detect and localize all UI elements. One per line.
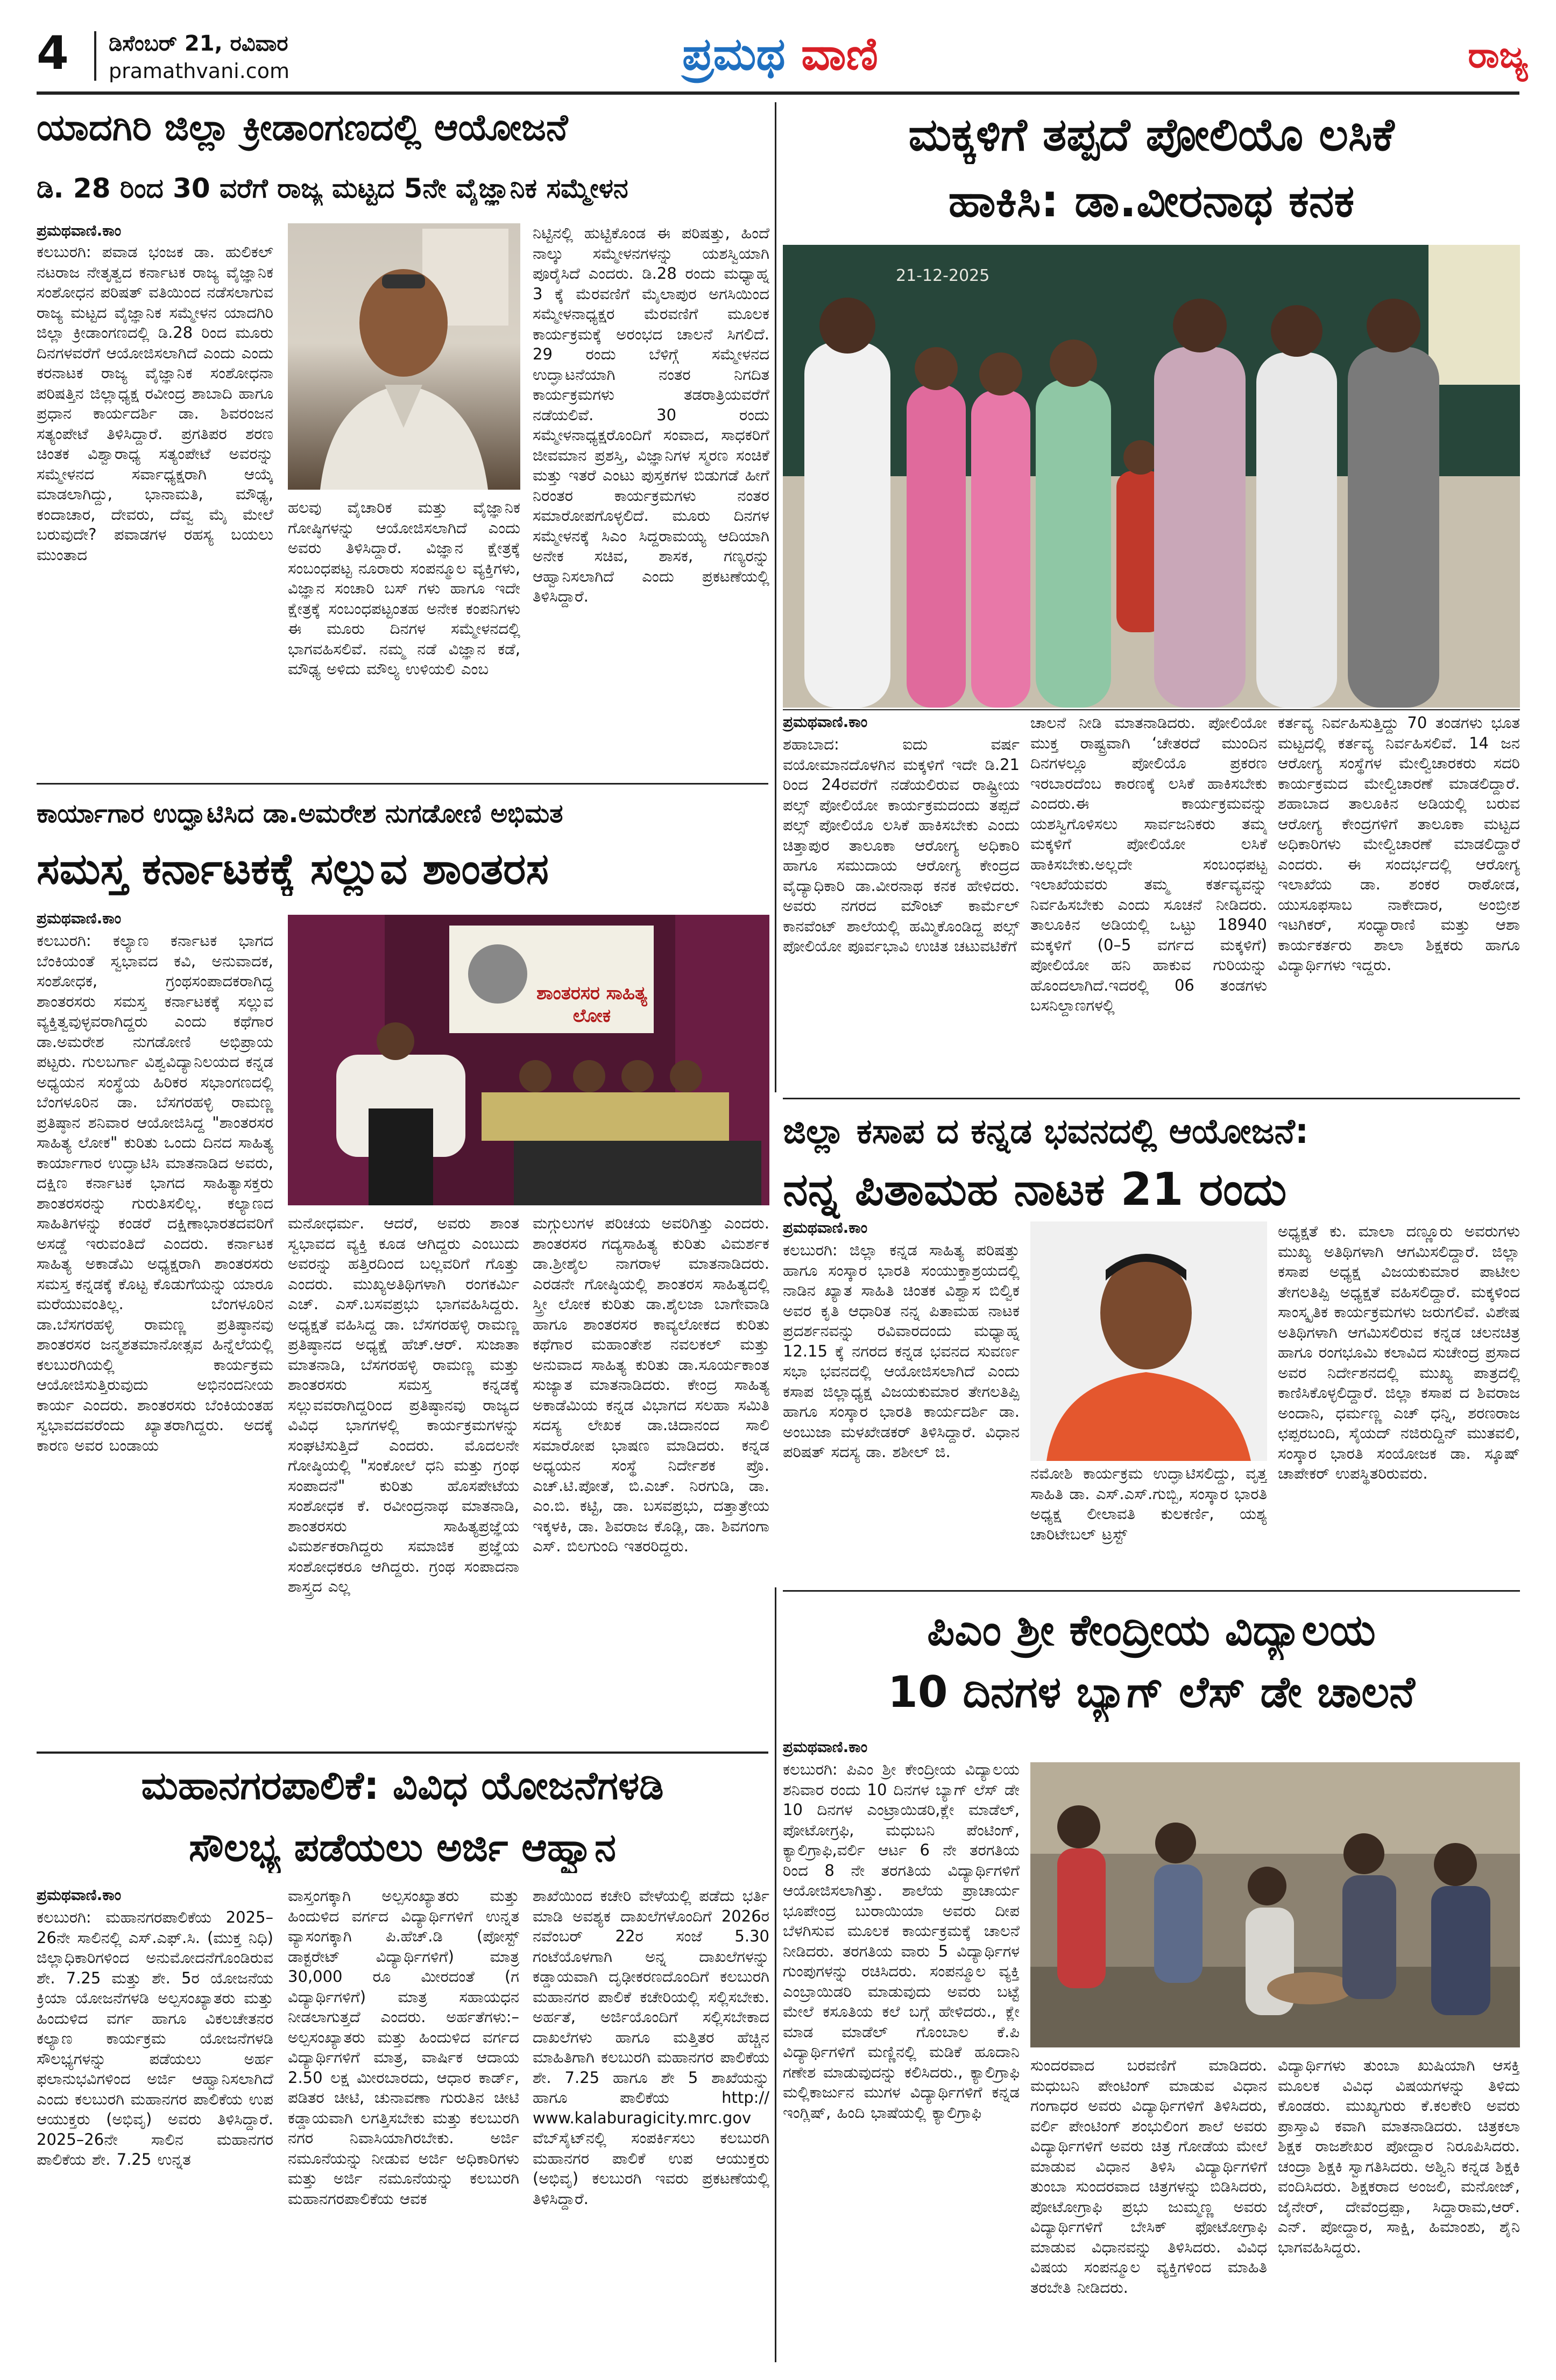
logo-word-1: ಪ್ರಮಥ — [682, 27, 786, 80]
article1-column-1: ಕಲಬುರಗಿ: ಪವಾಡ ಭಂಜಕ ಡಾ. ಹುಲಿಕಲ್ ನಟರಾಜ ನೇತೃತ್ವದ ಕರ್ನಾಟಕ ರಾಜ್ಯ ವೈಜ್ಞಾನಿಕ ಸಂಶೋಧನ ಪರಿಷತ್ ವತಿಯಿಂದ ನಡೆಸಲಾಗುವ ರಾಜ್ಯ ಮಟ್ಟದ ವೈಜ್ಞಾನಿಕ ಸಮ್ಮೇಳನ ಯಾದಗಿರಿ ಜಿಲ್ಲಾ ಕ್ರೀಡಾಂಗಣದಲ್ಲಿ ಡಿ.28 ರಿಂದ ಮೂರು ದಿನಗಳವರೆಗೆ ಆಯೋಜಿಸಲಾಗಿದೆ ಎಂದು ಎಂದು ಕರನಾಟಕ ರಾಜ್ಯ ವೈಜ್ಞಾನಿಕ ಸಂಶೋಧನಾ ಪರಿಷತ್ತಿನ ಜಿಲ್ಲಾಧ್ಯಕ್ಷ ರವೀಂದ್ರ ಶಾಬಾದಿ ಹಾಗೂ ಪ್ರಧಾನ ಕಾರ್ಯದರ್ಶಿ ಡಾ. ಶಿವರಂಜನ ಸತ್ಯಂಪೇಟೆ ತಿಳಿಸಿದ್ದಾರೆ. ಪ್ರಗತಿಪರ ಶರಣ ಚಿಂತಕ ವಿಶ್ವಾರಾಧ್ಯ ಸತ್ಯಂಪೇಟೆ ಅವರನ್ನು ಸಮ್ಮೇಳನದ ಸರ್ವಾಧ್ಯಕ್ಷರಾಗಿ ಆಯ್ಕೆ ಮಾಡಲಾಗಿದ್ದು, ಭಾನಾಮತಿ, ಮೌಢ್ಯ, ಕಂದಾಚಾರ, ದೇವರು, ದೆವ್ವ ಮೈ ಮೇಲೆ ಬರುವುದೇ? ಪವಾಡಗಳ ರಹಸ್ಯ ಬಯಲು ಮುಂತಾದ — [37, 243, 273, 564]
article3-title: ಸಮಸ್ತ ಕರ್ನಾಟಕಕ್ಕೆ ಸಲ್ಲುವ ಶಾಂತರಸ — [37, 844, 549, 894]
article5-byline: ಪ್ರಮಥವಾಣಿ.ಕಾಂ — [783, 1738, 868, 1756]
article4-kicker: ಜಿಲ್ಲಾ ಕಸಾಪ ದ ಕನ್ನಡ ಭವನದಲ್ಲಿ ಆಯೋಜನೆ: — [783, 1112, 1309, 1152]
article4-title: ನನ್ನ ಪಿತಾಮಹ ನಾಟಕ 21 ರಂದು — [783, 1163, 1287, 1216]
article4-column-1: ಕಲಬುರಗಿ: ಜಿಲ್ಲಾ ಕನ್ನಡ ಸಾಹಿತ್ಯ ಪರಿಷತ್ತು ಹಾಗೂ ಸಂಸ್ಕಾರ ಭಾರತಿ ಸಂಯುಕ್ತಾಶ್ರಯದಲ್ಲಿ ನಾಡಿನ ಖ್ಯಾತ ಸಾಹಿತಿ ಚಿಂತಕ ವಿಶ್ವಾಸ ಬಿಲ್ವಿಕ ಅವರ ಕೃತಿ ಆಧಾರಿತ ನನ್ನ ಪಿತಾಮಹ ನಾಟಕ ಪ್ರದರ್ಶನವನ್ನು ರವಿವಾರದಂದು ಮಧ್ಯಾಹ್ನ 12.15 ಕ್ಕೆ ನಗರದ ಕನ್ನಡ ಭವನದ ಸುವರ್ಣ ಸಭಾ ಭವನದಲ್ಲಿ ಆಯೋಜಿಸಲಾಗಿದೆ ಎಂದು ಕಸಾಪ ಜಿಲ್ಲಾಧ್ಯಕ್ಷ ವಿಜಯಕುಮಾರ ತೇಗಲತಿಪ್ಪಿ ಹಾಗೂ ಸಂಸ್ಕಾರ ಭಾರತಿ ಕಾರ್ಯದರ್ಶಿ ಡಾ. ಅಂಬುಜಾ ಮಳಖೇಡಕರ್ ತಿಳಿಸಿದ್ದಾರೆ. ವಿಧಾನ ಪರಿಷತ್ ಸದಸ್ಯ ಡಾ. ಶಶೀಲ್ ಜಿ. — [783, 1241, 1020, 1461]
masthead-rule — [37, 91, 1519, 95]
newspaper-logo[interactable] — [630, 27, 931, 81]
section-rule-2 — [37, 1752, 768, 1754]
article1-column-2: ಹಲವು ವೈಚಾರಿಕ ಮತ್ತು ವೈಜ್ಞಾನಿಕ ಗೋಷ್ಠಿಗಳನ್ನು ಆಯೋಜಿಸಲಾಗಿದೆ ಎಂದು ಅವರು ತಿಳಿಸಿದ್ದಾರೆ. ವಿಜ್ಞಾನ ಕ್ಷೇತ್ರಕ್ಕೆ ಸಂಬಂಧಪಟ್ಟ ನೂರಾರು ಸಂಪನ್ಮೂಲ ವ್ಯಕ್ತಿಗಳು, ವಿಜ್ಞಾನ ಸಂಚಾರಿ ಬಸ್ ಗಳು ಹಾಗೂ ಇದೇ ಕ್ಷೇತ್ರಕ್ಕೆ ಸಂಬಂಧಪಟ್ಟಂತಹ ಅನೇಕ ಕಂಪನಿಗಳು ಈ ಮೂರು ದಿನಗಳ ಸಮ್ಮೇಳನದಲ್ಲಿ ಭಾಗವಹಿಸಲಿವೆ. ನಮ್ಮ ನಡೆ ವಿಜ್ಞಾನ ಕಡೆ, ಮೌಢ್ಯ ಅಳಿದು ಮೌಲ್ಯ ಉಳಿಯಲಿ ಎಂಬ — [288, 498, 520, 678]
page-number: 4 — [37, 26, 69, 80]
column-divider-lower — [775, 1587, 776, 2362]
article1-portrait-photo — [288, 223, 520, 490]
article2-byline: ಪ್ರಮಥವಾಣಿ.ಕಾಂ — [783, 713, 868, 731]
article6-title-line2: ಸೌಲಭ್ಯ ಪಡೆಯಲು ಅರ್ಜಿ ಆಹ್ವಾನ — [188, 1825, 617, 1870]
article4-byline: ಪ್ರಮಥವಾಣಿ.ಕಾಂ — [783, 1219, 868, 1237]
article4-column-2: ಅಧ್ಯಕ್ಷತೆ ಕು. ಮಾಲಾ ದಣ್ಣೂರು ಅವರುಗಳು ಮುಖ್ಯ ಅತಿಥಿಗಳಾಗಿ ಆಗಮಿಸಲಿದ್ದಾರೆ. ಜಿಲ್ಲಾ ಕಸಾಪ ಅಧ್ಯಕ್ಷ ವಿಜಯಕುಮಾರ ಪಾಟೀಲ ತೇಗಲತಿಪ್ಪಿ ಅಧ್ಯಕ್ಷತೆ ವಹಿಸಲಿದ್ದಾರೆ. ಮಕ್ಕಳಿಂದ ಸಾಂಸ್ಕೃತಿಕ ಕಾರ್ಯಕ್ರಮಗಳು ಜರುಗಲಿವೆ. ವಿಶೇಷ ಅತಿಥಿಗಳಾಗಿ ಆಗಮಿಸಲಿರುವ ಕನ್ನಡ ಚಲನಚಿತ್ರ ಹಾಗೂ ರಂಗಭೂಮಿ ಕಲಾವಿದ ಸುಚೇಂದ್ರ ಪ್ರಸಾದ ಅವರ ನಿರ್ದೇಶನದಲ್ಲಿ ಮುಖ್ಯ ಪಾತ್ರದಲ್ಲಿ ಕಾಣಿಸಿಕೊಳ್ಳಲಿದ್ದಾರೆ. ಜಿಲ್ಲಾ ಕಸಾಪ ದ ಶಿವರಾಜ ಅಂದಾನಿ, ಧರ್ಮಣ್ಣ ಎಚ್ ಧನ್ನಿ, ಶರಣರಾಜ ಛಪ್ಪರಬಂದಿ, ಸೈಯದ್ ನಜಿರುದ್ದಿನ್ ಮುತವಲಿ, ಸಂಸ್ಕಾರ ಭಾರತಿ ಸಂಯೋಜಕ ಡಾ. ಸ್ಕೂಷ್ ಚಾಪೇಕರ್ ಉಪಸ್ಥಿತರಿರುವರು. — [1278, 1222, 1520, 1482]
website-link[interactable]: pramathvani.com — [109, 59, 289, 83]
section-name: ರಾಜ್ಯ — [1468, 34, 1528, 76]
article4-column-bottom: ನಮೋಶಿ ಕಾರ್ಯಕ್ರಮ ಉದ್ಘಾಟಿಸಲಿದ್ದು, ವೃತ್ತ ಸಾಹಿತಿ ಡಾ. ಎಸ್.ಎಸ್.ಗುಬ್ಬಿ, ಸಂಸ್ಕಾರ ಭಾರತಿ ಅಧ್ಯಕ್ಷ ಲೀಲಾವತಿ ಕುಲಕರ್ಣಿ, ಯಶ್ಯ ಚಾರಿಟೇಬಲ್ ಟ್ರಸ್ಟ್ — [1030, 1464, 1267, 1543]
article6-column-2: ವಾಸ್ತಂಗಕ್ಕಾಗಿ ಅಲ್ಪಸಂಖ್ಯಾತರು ಮತ್ತು ಹಿಂದುಳಿದ ವರ್ಗದ ವಿದ್ಯಾರ್ಥಿಗಳಿಗೆ ಉನ್ನತ ವ್ಯಾಸಂಗಕ್ಕಾಗಿ ಪಿ.ಹೆಚ್.ಡಿ (ಪೋಸ್ಟ್ ಡಾಕ್ಟರೇಟ್ ವಿದ್ಯಾರ್ಥಿಗಳಿಗೆ) ಮಾತ್ರ 30,000 ರೂ ಮೀರದಂತೆ (ಗ ವಿದ್ಯಾರ್ಥಿಗಳಿಗೆ) ಮಾತ್ರ ಸಹಾಯಧನ ನೀಡಲಾಗುತ್ತದೆ ಎಂದರು. ಅರ್ಹತೆಗಳು:–ಅಲ್ಪಸಂಖ್ಯಾತರು ಮತ್ತು ಹಿಂದುಳಿದ ವರ್ಗದ ವಿದ್ಯಾರ್ಥಿಗಳಿಗೆ ಮಾತ್ರ, ವಾರ್ಷಿಕ ಆದಾಯ 2.50 ಲಕ್ಷ ಮೀರಬಾರದು, ಆಧಾರ ಕಾರ್ಡ್, ಪಡಿತರ ಚೀಟಿ, ಚುನಾವಣಾ ಗುರುತಿನ ಚೀಟಿ ಕಡ್ಡಾಯವಾಗಿ ಲಗತ್ತಿಸಬೇಕು ಮತ್ತು ಕಲಬುರಗಿ ನಗರ ನಿವಾಸಿಯಾಗಿರಬೇಕು. ಅರ್ಜಿ ನಮೂನೆಯನ್ನು ನೀಡುವ ಅರ್ಜಿ ಅಧಿಕಾರಿಗಳು ಮತ್ತು ಅರ್ಜಿ ನಮೂನೆಯನ್ನು ಕಲಬುರಗಿ ಮಹಾನಗರಪಾಲಿಕೆಯ ಆವಕ — [288, 1887, 519, 2208]
article2-polio-photo — [783, 245, 1520, 708]
article1-byline: ಪ್ರಮಥವಾಣಿ.ಕಾಂ — [37, 222, 122, 239]
article1-subtitle: ಡಿ. 28 ರಿಂದ 30 ವರೆಗೆ ರಾಜ್ಯ ಮಟ್ಟದ 5ನೇ ವೈಜ್ಞಾನಿಕ ಸಮ್ಮೇಳನ — [37, 173, 628, 204]
article6-title-line1: ಮಹಾನಗರಪಾಲಿಕೆ: ವಿವಿಧ ಯೋಜನೆಗಳಡಿ — [141, 1763, 664, 1808]
photo-caption-rule — [783, 709, 1520, 710]
article3-column-3: ಮಗ್ಗುಲುಗಳ ಪರಿಚಯ ಅವರಿಗಿತ್ತು ಎಂದರು. ಶಾಂತರಸರ ಗದ್ಯಸಾಹಿತ್ಯ ಕುರಿತು ವಿಮರ್ಶಕ ಡಾ.ಶ್ರೀಶೈಲ ನಾಗರಾಳ ಮಾತನಾಡಿದರು. ಎರಡನೇ ಗೋಷ್ಠಿಯಲ್ಲಿ ಶಾಂತರಸ ಸಾಹಿತ್ಯದಲ್ಲಿ ಸ್ತ್ರೀ ಲೋಕ ಕುರಿತು ಡಾ.ಶೈಲಜಾ ಬಾಗೇವಾಡಿ ಹಾಗೂ ಶಾಂತರಸರ ಕಾವ್ಯಲೋಕದ ಕುರಿತು ಕಥೆಗಾರ ಮಹಾಂತೇಶ ನವಲಕಲ್ ಮತ್ತು ಅನುವಾದ ಸಾಹಿತ್ಯ ಕುರಿತು ಡಾ.ಸೂರ್ಯಕಾಂತ ಸುಜ್ಯಾತ ಮಾತನಾಡಿದರು. ಕೇಂದ್ರ ಸಾಹಿತ್ಯ ಅಕಾಡೆಮಿಯ ಕನ್ನಡ ವಿಭಾಗದ ಸಲಹಾ ಸಮಿತಿ ಸದಸ್ಯ ಲೇಖಕ ಡಾ.ಚಿದಾನಂದ ಸಾಲಿ ಸಮಾರೋಪ ಭಾಷಣ ಮಾಡಿದರು. ಕನ್ನಡ ಅಧ್ಯಯನ ಸಂಸ್ಥೆ ನಿರ್ದೇಶಕ ಪ್ರೊ. ಎಚ್.ಟಿ.ಪೋತೆ, ಬಿ.ಎಚ್. ನಿರಗುಡಿ, ಡಾ. ಎಂ.ಬಿ. ಕಟ್ಟಿ, ಡಾ. ಬಸವಪ್ರಭು, ದತ್ತಾತ್ರೇಯ ಇಕ್ಕಳಕಿ, ಡಾ. ಶಿವರಾಜ ಕೊಡ್ಲಿ, ಡಾ. ಶಿವಗಂಗಾ ಎಸ್. ಬಿಲಗುಂದಿ ಇತರರಿದ್ದರು. — [533, 1214, 769, 1555]
article2-title-line1: ಮಕ್ಕಳಿಗೆ ತಪ್ಪದೆ ಪೋಲಿಯೊ ಲಸಿಕೆ — [908, 108, 1395, 161]
article3-kicker: ಕಾರ್ಯಾಗಾರ ಉದ್ಘಾಟಿಸಿದ ಡಾ.ಅಮರೇಶ ನುಗಡೋಣಿ ಅಭಿಮತ — [37, 799, 563, 829]
article6-column-1: ಕಲಬುರಗಿ: ಮಹಾನಗರಪಾಲಿಕೆಯ 2025–26ನೇ ಸಾಲಿನಲ್ಲಿ ಎಸ್.ಎಫ್.ಸಿ. (ಮುಕ್ತ ನಿಧಿ) ಜಿಲ್ಲಾಧಿಕಾರಿಗಳಿಂದ ಅನುಮೋದನೆಗೊಂಡಿರುವ ಶೇ. 7.25 ಮತ್ತು ಶೇ. 5ರ ಯೋಜನೆಯ ಕ್ರಿಯಾ ಯೋಜನೆಗಳಡಿ ಅಲ್ಪಸಂಖ್ಯಾತರು ಮತ್ತು ಹಿಂದುಳಿದ ವರ್ಗ ಹಾಗೂ ವಿಕಲಚೇತನರ ಕಲ್ಯಾಣ ಕಾರ್ಯಕ್ರಮ ಯೋಜನೆಗಳಡಿ ಸೌಲಭ್ಯಗಳನ್ನು ಪಡೆಯಲು ಅರ್ಹ ಫಲಾನುಭವಿಗಳಿಂದ ಅರ್ಜಿ ಆಹ್ವಾನಿಸಲಾಗಿದೆ ಎಂದು ಕಲಬುರಗಿ ಮಹಾನಗರ ಪಾಲಿಕೆಯ ಉಪ ಆಯುಕ್ತರು (ಅಭಿವೃ) ಅವರು ತಿಳಿಸಿದ್ದಾರೆ. 2025–26ನೇ ಸಾಲಿನ ಮಹಾನಗರ ಪಾಲಿಕೆಯ ಶೇ. 7.25 ಉನ್ನತ — [37, 1908, 273, 2169]
section-rule-3 — [783, 1098, 1520, 1099]
article1-title: ಯಾದಗಿರಿ ಜಿಲ್ಲಾ ಕ್ರೀಡಾಂಗಣದಲ್ಲಿ ಆಯೋಜನೆ — [37, 107, 568, 149]
issue-date: ಡಿಸೆಂಬರ್ 21, ರವಿವಾರ — [109, 31, 288, 56]
article6-byline: ಪ್ರಮಥವಾಣಿ.ಕಾಂ — [37, 1886, 122, 1904]
article2-column-2: ಚಾಲನೆ ನೀಡಿ ಮಾತನಾಡಿದರು. ಪೋಲಿಯೋ ಮುಕ್ತ ರಾಷ್ಟ್ರವಾಗಿ ‘ಚೇತರದೆ ಮುಂದಿನ ದಿನಗಳಲ್ಲೂ ಪೋಲಿಯೊ ಪ್ರಕರಣ ಇರಬಾರದೆಂಬ ಕಾರಣಕ್ಕೆ ಲಸಿಕೆ ಹಾಕಿಸಬೇಕು ಎಂದರು.ಈ ಕಾರ್ಯಕ್ರಮವನ್ನು ಯಶಸ್ವಿಗೊಳಿಸಲು ಸಾರ್ವಜನಿಕರು ತಮ್ಮ ಮಕ್ಕಳಿಗೆ ಪೋಲಿಯೋ ಲಸಿಕೆ ಹಾಕಿಸಬೇಕು.ಅಲ್ಲದೇ ಸಂಬಂಧಪಟ್ಟ ಇಲಾಖೆಯವರು ತಮ್ಮ ಕರ್ತವ್ಯವನ್ನು ನಿರ್ವಹಿಸಬೇಕು ಎಂದು ಸೂಚನೆ ನೀಡಿದರು. ತಾಲೂಕಿನ ಅಡಿಯಲ್ಲಿ ಒಟ್ಟು 18940 ಮಕ್ಕಳಿಗೆ (0–5 ವರ್ಗದ ಮಕ್ಕಳಿಗೆ) ಪೋಲಿಯೋ ಹನಿ ಹಾಕುವ ಗುರಿಯನ್ನು ಹೊಂದಲಾಗಿದೆ.ಇದರಲ್ಲಿ 06 ತಂಡಗಳು ಬಸನಿಲ್ದಾಣಗಳಲ್ಲಿ — [1030, 714, 1267, 1014]
article2-title-line2: ಹಾಕಿಸಿ: ಡಾ.ವೀರನಾಥ ಕನಕ — [948, 174, 1355, 227]
board-date-text: 21-12-2025 — [896, 266, 990, 285]
article3-column-1: ಕಲಬುರಗಿ: ಕಲ್ಯಾಣ ಕರ್ನಾಟಕ ಭಾಗದ ಬೆಂಕಿಯಂತೆ ಸ್ವಭಾವದ ಕವಿ, ಅನುವಾದಕ, ಸಂಶೋಧಕ, ಗ್ರಂಥಸಂಪಾದಕರಾಗಿದ್ದ ಶಾಂತರಸರು ಸಮಸ್ತ ಕರ್ನಾಟಕಕ್ಕೆ ಸಲ್ಲುವ ವ್ಯಕ್ತಿತ್ವವುಳ್ಳವರಾಗಿದ್ದರು ಎಂದು ಕಥೆಗಾರ ಡಾ.ಅಮರೇಶ ನುಗಡೋಣಿ ಅಭಿಪ್ರಾಯ ಪಟ್ಟರು. ಗುಲಬರ್ಗಾ ವಿಶ್ವವಿದ್ಯಾನಿಲಯದ ಕನ್ನಡ ಅಧ್ಯಯನ ಸಂಸ್ಥೆಯ ಹಿರಿಕರ ಸಭಾಂಗಣದಲ್ಲಿ ಬೆಂಗಳೂರಿನ ಡಾ. ಬೆಸಗರಹಳ್ಳಿ ರಾಮಣ್ಣ ಪ್ರತಿಷ್ಠಾನ ಶನಿವಾರ ಆಯೋಜಿಸಿದ್ದ "ಶಾಂತರಸರ ಸಾಹಿತ್ಯ ಲೋಕ" ಕುರಿತು ಒಂದು ದಿನದ ಸಾಹಿತ್ಯ ಕಾರ್ಯಾಗಾರ ಉದ್ಘಾಟಿಸಿ ಮಾತನಾಡಿದ ಅವರು, ದಕ್ಷಿಣ ಕರ್ನಾಟಕ ಭಾಗದ ಸಾಹಿತ್ಯಾಸಕ್ತರು ಶಾಂತರಸರನ್ನು ಗುರುತಿಸಲಿಲ್ಲ. ಕಲ್ಯಾಣದ ಸಾಹಿತಿಗಳನ್ನು ಕಂಡರೆ ದಕ್ಷಿಣಾಭಾರತದವರಿಗೆ ಅಸಡ್ಡೆ ಇರುವಂತಿದೆ ಎಂದರು. ಕರ್ನಾಟಕ ಸಾಹಿತ್ಯ ಅಕಾಡೆಮಿ ಅಧ್ಯಕ್ಷರಾಗಿ ಶಾಂತರಸರು ಸಮಸ್ತ ಕನ್ನಡಕ್ಕೆ ಕೊಟ್ಟ ಕೊಡುಗೆಯನ್ನು ಯಾರೂ ಮರೆಯುವಂತಿಲ್ಲ. ಬೆಂಗಳೂರಿನ ಡಾ.ಬೆಸಗರಹಳ್ಳಿ ರಾಮಣ್ಣ ಪ್ರತಿಷ್ಠಾನವು ಶಾಂತರಸರ ಜನ್ಮಶತಮಾನೋತ್ಸವ ಹಿನ್ನೆಲೆಯಲ್ಲಿ ಕಲಬುರಗಿಯಲ್ಲಿ ಕಾರ್ಯಕ್ರಮ ಆಯೋಜಿಸುತ್ತಿರುವುದು ಅಭಿನಂದನೀಯ ಕಾರ್ಯ ಎಂದರು. ಶಾಂತರಸರು ಬೆಂಕಿಯಂತಹ ಸ್ವಭಾವದವರೆಂದು ಖ್ಯಾತರಾಗಿದ್ದರು. ಅದಕ್ಕೆ ಕಾರಣ ಅವರ ಬಂಡಾಯ — [37, 931, 273, 1454]
article5-column-3: ವಿದ್ಯಾರ್ಥಿಗಳು ತುಂಬಾ ಖುಷಿಯಾಗಿ ಆಸಕ್ತಿ ಮೂಲಕ ವಿವಿಧ ವಿಷಯಗಳನ್ನು ತಿಳಿದು ಕೊಂಡರು. ಮುಖ್ಯಗುರು ಕೆ.ಕಲಕೇರಿ ಅವರು ಪ್ರಾಸ್ತಾವಿ ಕವಾಗಿ ಮಾತನಾಡಿದರು. ಚಿತ್ರಕಲಾ ಶಿಕ್ಷಕ ರಾಜಶೇಖರ ಪೋದ್ದಾರ ನಿರೂಪಿಸಿದರು. ಚಂದ್ರಾ ಶಿಕ್ಷಕಿ ಸ್ವಾಗತಿಸಿದರು. ಅಶ್ವಿನಿ ಕನ್ನಡ ಶಿಕ್ಷಕಿ ವಂದಿಸಿದರು. ಶಿಕ್ಷಕರಾದ ಅಂಜಲಿ, ಮನೋಜ್, ಜೈನೇರ್, ದೇವೆಂದ್ರಪ್ಪಾ, ಸಿದ್ದಾರಾಮ,ಆರ್. ಎನ್. ಪೋದ್ದಾರ, ಸಾಕ್ಷಿ, ಹಿಮಾಂಶು, ಶೈನಿ ಭಾಗವಹಿಸಿದ್ದರು. — [1278, 2056, 1520, 2256]
article3-byline: ಪ್ರಮಥವಾಣಿ.ಕಾಂ — [37, 909, 122, 927]
article5-title-line2: 10 ದಿನಗಳ ಬ್ಯಾಗ್ ಲೆಸ್ ಡೇ ಚಾಲನೆ — [888, 1667, 1415, 1717]
article4-portrait-photo — [1030, 1221, 1267, 1461]
article2-column-1: ಶಹಾಬಾದ: ಐದು ವರ್ಷ ವಯೋಮಾನದೊಳಗಿನ ಮಕ್ಕಳಿಗೆ ಇದೇ ಡಿ.21 ರಿಂದ 24ರವರೆಗೆ ನಡೆಯಲಿರುವ ರಾಷ್ಟ್ರೀಯ ಪಲ್ಸ್ ಪೋಲಿಯೋ ಕಾರ್ಯಕ್ರಮದಂದು ತಪ್ಪದೆ ಪಲ್ಸ್ ಪೋಲಿಯೊ ಲಸಿಕೆ ಹಾಕಿಸಬೇಕು ಎಂದು ಚಿತ್ತಾಪುರ ತಾಲೂಕಾ ಆರೋಗ್ಯ ಅಧಿಕಾರಿ ಹಾಗೂ ಸಮುದಾಯ ಆರೋಗ್ಯ ಕೇಂದ್ರದ ವೈದ್ಯಾಧಿಕಾರಿ ಡಾ.ವೀರನಾಥ ಕನಕ ಹೇಳಿದರು. ಅವರು ನಗರದ ಮೌಂಟ್ ಕಾರ್ಮೆಲ್ ಕಾನವೆಂಟ್ ಶಾಲೆಯಲ್ಲಿ ಹಮ್ಮಿಕೊಂಡಿದ್ದ ಪಲ್ಸ್ ಪೋಲಿಯೋ ಪೂರ್ವಭಾವಿ ಉಚಿತ ಚಟುವಟಿಕೆಗೆ — [783, 735, 1020, 955]
article5-column-2: ಸುಂದರವಾದ ಬರವಣಿಗೆ ಮಾಡಿದರು. ಮಧುಬನಿ ಪೇಂಟಿಂಗ್ ಮಾಡುವ ವಿಧಾನ ಗಂಗಾಧರ ಅವರು ವಿದ್ಯಾರ್ಥಿಗಳಿಗೆ ತಿಳಿಸಿದರು, ವರ್ಲಿ ಪೇಂಟಿಂಗ್ ಶಂಭುಲಿಂಗ ಶಾಲೆ ಅವರು ವಿದ್ಯಾರ್ಥಿಗಳಿಗೆ ಅವರು ಚಿತ್ರ ಗೋಡೆಯ ಮೇಲೆ ಮಾಡುವ ವಿಧಾನ ತಿಳಿಸಿ ವಿದ್ಯಾರ್ಥಿಗಳಿಗೆ ತುಂಬಾ ಸುಂದರವಾದ ಚಿತ್ರಗಳನ್ನು ಬಿಡಿಸಿದರು, ಪೋಟೋಗ್ರಾಫಿ ಪ್ರಭು ಜುಮ್ಮಣ್ಣ ಅವರು ವಿದ್ಯಾರ್ಥಿಗಳಿಗೆ ಬೇಸಿಕ್ ಫೋಟೋಗ್ರಾಫಿ ಮಾಡುವ ವಿಧಾನವನ್ನು ತಿಳಿಸಿದರು. ವಿವಿಧ ವಿಷಯ ಸಂಪನ್ಮೂಲ ವ್ಯಕ್ತಿಗಳಿಂದ ಮಾಹಿತಿ ತರಬೇತಿ ನೀಡಿದರು. — [1030, 2056, 1267, 2297]
article3-event-photo — [288, 915, 769, 1205]
article3-column-2: ಮನೋಧರ್ಮ. ಆದರೆ, ಅವರು ಶಾಂತ ಸ್ವಭಾವದ ವ್ಯಕ್ತಿ ಕೂಡ ಆಗಿದ್ದರು ಎಂಬುದು ಅವರನ್ನು ಹತ್ತಿರದಿಂದ ಬಲ್ಲವರಿಗೆ ಗೊತ್ತು ಎಂದರು. ಮುಖ್ಯಅತಿಥಿಗಳಾಗಿ ರಂಗಕರ್ಮಿ ಎಚ್. ಎಸ್.ಬಸವಪ್ರಭು ಭಾಗವಹಿಸಿದ್ದರು. ಅಧ್ಯಕ್ಷತೆ ವಹಿಸಿದ್ದ ಡಾ. ಬೆಸಗರಹಳ್ಳಿ ರಾಮಣ್ಣ ಪ್ರತಿಷ್ಠಾನದ ಅಧ್ಯಕ್ಷೆ ಹೆಚ್.ಆರ್. ಸುಜಾತಾ ಮಾತನಾಡಿ, ಬೆಸಗರಹಳ್ಳಿ ರಾಮಣ್ಣ ಮತ್ತು ಶಾಂತರಸರು ಸಮಸ್ತ ಕನ್ನಡಕ್ಕೆ ಸಲ್ಲುವವರಾಗಿದ್ದರಿಂದ ಪ್ರತಿಷ್ಠಾನವು ರಾಜ್ಯದ ವಿವಿಧ ಭಾಗಗಳಲ್ಲಿ ಕಾರ್ಯಕ್ರಮಗಳನ್ನು ಸಂಘಟಿಸುತ್ತಿದೆ ಎಂದರು. ಮೊದಲನೇ ಗೋಷ್ಠಿಯಲ್ಲಿ "ಸಂಕೋಲೆ ಧನಿ ಮತ್ತು ಗ್ರಂಥ ಸಂಪಾದನೆ" ಕುರಿತು ಹೊಸಪೇಟೆಯ ಸಂಶೋಧಕ ಕೆ. ರವೀಂದ್ರನಾಥ ಮಾತನಾಡಿ, ಶಾಂತರಸರು ಸಾಹಿತ್ಯಪ್ರಜ್ಞೆಯ ವಿಮರ್ಶಕರಾಗಿದ್ದರು ಸಮಾಜಿಕ ಪ್ರಜ್ಞೆಯ ಸಂಶೋಧಕರೂ ಆಗಿದ್ದರು. ಗ್ರಂಥ ಸಂಪಾದನಾ ಶಾಸ್ತ್ರದ ಎಲ್ಲ — [288, 1214, 519, 1595]
article5-workshop-photo — [1030, 1762, 1520, 2047]
header-divider — [94, 31, 96, 81]
section-rule-1 — [37, 783, 768, 785]
column-divider — [775, 102, 776, 1092]
article1-column-3: ನಿಟ್ಟಿನಲ್ಲಿ ಹುಟ್ಟಿಕೊಂಡ ಈ ಪರಿಷತ್ತು, ಹಿಂದೆ ನಾಲ್ಕು ಸಮ್ಮೇಳನಗಳನ್ನು ಯಶಸ್ವಿಯಾಗಿ ಪೂರೈಸಿದೆ ಎಂದರು. ಡಿ.28 ರಂದು ಮಧ್ಯಾಹ್ನ 3 ಕ್ಕೆ ಮೆರವಣಿಗೆ ಮೈಲಾಪುರ ಅಗಸಿಯಿಂದ ಸಮ್ಮೇಳನಾಧ್ಯಕ್ಷರ ಮೆರವಣಿಗೆ ಮೂಲಕ ಕಾರ್ಯಕ್ರಮಕ್ಕೆ ಅರಂಭದ ಚಾಲನೆ ಸಿಗಲಿದೆ. 29 ರಂದು ಬೆಳಿಗ್ಗೆ ಸಮ್ಮೇಳನದ ಉದ್ಘಾಟನೆಯಾಗಿ ನಂತರ ನಿಗದಿತ ಕಾರ್ಯಕ್ರಮಗಳು ತಡರಾತ್ರಿಯವರೆಗೆ ನಡೆಯಲಿವೆ. 30 ರಂದು ಸಮ್ಮೇಳನಾಧ್ಯಕ್ಷರೊಂದಿಗೆ ಸಂವಾದ, ಸಾಧಕರಿಗೆ ಜೀವಮಾನ ಪ್ರಶಸ್ತಿ, ವಿಜ್ಞಾನಿಗಳ ಸ್ಮರಣ ಸಂಚಿಕೆ ಮತ್ತು ಇತರೆ ಎಂಟು ಪುಸ್ತಕಗಳ ಬಿಡುಗಡೆ ಹೀಗೆ ನಿರಂತರ ಕಾರ್ಯಕ್ರಮಗಳು ನಂತರ ಸಮಾರೋಪಗೊಳ್ಳಲಿದೆ. ಮೂರು ದಿನಗಳ ಸಮ್ಮೇಳನಕ್ಕೆ ಸಿಎಂ ಸಿದ್ದರಾಮಯ್ಯ ಆದಿಯಾಗಿ ಅನೇಕ ಸಚಿವ, ಶಾಸಕ, ಗಣ್ಯರನ್ನು ಆಹ್ವಾನಿಸಲಾಗಿದೆ ಎಂದು ಪ್ರಕಟಣೆಯಲ್ಲಿ ತಿಳಿಸಿದ್ದಾರೆ. — [533, 224, 769, 605]
article5-title-line1: ಪಿಎಂ ಶ್ರೀ ಕೇಂದ್ರೀಯ ವಿದ್ಯಾಲಯ — [927, 1605, 1376, 1655]
article5-column-1: ಕಲಬುರಗಿ: ಪಿಎಂ ಶ್ರೀ ಕೇಂದ್ರೀಯ ವಿದ್ಯಾಲಯ ಶನಿವಾರ ರಂದು 10 ದಿನಗಳ ಬ್ಯಾಗ್ ಲೆಸ್ ಡೇ 10 ದಿನಗಳ ಎಂಟ್ರಾಯಿಡರಿ,ಕ್ಲೇ ಮಾಡೆಲ್, ಪೋಟೋಗ್ರಫಿ, ಮಧುಬನಿ ಪೆಂಟಿಂಗ್, ಕ್ಯಾಲಿಗ್ರಾಫಿ,ವರ್ಲಿ ಆರ್ಟ 6 ನೇ ತರಗತಿಯ ರಿಂದ 8 ನೇ ತರಗತಿಯ ವಿದ್ಯಾರ್ಥಿಗಳಿಗೆ ಆಯೋಜಿಸಲಾಗಿತ್ತು. ಶಾಲೆಯ ಪ್ರಾಚಾರ್ಯ ಭೂಪೇಂದ್ರ ಬುರಾಯಿಯಾ ಅವರು ದೀಪ ಬೆಳಗಿಸುವ ಮೂಲಕ ಕಾರ್ಯಕ್ರಮಕ್ಕೆ ಚಾಲನೆ ನೀಡಿದರು. ತರಗತಿಯ ವಾರು 5 ವಿದ್ಯಾರ್ಥಿಗಳ ಗುಂಪುಗಳನ್ನು ರಚಿಸಿದರು. ಸಂಪನ್ಮೂಲ ವ್ಯಕ್ತಿ ಎಂಬ್ರಾಯಿಡರಿ ಮಾಡುವುದು ಅವರು ಬಟ್ಟೆ ಮೇಲೆ ಕಸೂತಿಯ ಕಲೆ ಬಗ್ಗೆ ಹೇಳಿದರು., ಕ್ಲೇ ಮಾಡ ಮಾಡೆಲ್ ಗೊಂಬಾಲ ಕೆ.ಪಿ ವಿದ್ಯಾರ್ಥಿಗಳಿಗೆ ಮಣ್ಣಿನಲ್ಲಿ ಮಡಿಕೆ ಹೂದಾನಿ ಗಣೇಶ ಮಾಡುವುದನ್ನು ಕಲಿಸಿದರು., ಕ್ಯಾಲಿಗ್ರಾಫಿ ಮಲ್ಲಿಕಾರ್ಜುನ ಮುಗಳ ವಿದ್ಯಾರ್ಥಿಗಳಿಗೆ ಕನ್ನಡ ಇಂಗ್ಲಿಷ್, ಹಿಂದಿ ಭಾಷೆಯಲ್ಲಿ ಕ್ಯಾಲಿಗ್ರಾಫಿ — [783, 1760, 1020, 2122]
section-rule-4 — [783, 1590, 1520, 1592]
article2-column-3: ಕರ್ತವ್ಯ ನಿರ್ವಹಿಸುತ್ತಿದ್ದು 70 ತಂಡಗಳು ಭೂತ ಮಟ್ಟದಲ್ಲಿ ಕರ್ತವ್ಯ ನಿರ್ವಹಿಸಲಿವೆ. 14 ಜನ ಆರೋಗ್ಯ ಸಂಸ್ಥೆಗಳ ಮೇಲ್ವಿಚಾರಕರು ಸದರಿ ಕಾರ್ಯಕ್ರಮದ ಮೇಲ್ವಿಚಾರಣೆ ಮಾಡಲಿದ್ದಾರೆ. ಶಹಾಬಾದ ತಾಲೂಕಿನ ಅಡಿಯಲ್ಲಿ ಬರುವ ಆರೋಗ್ಯ ಕೇಂದ್ರಗಳಿಗೆ ತಾಲೂಕಾ ಮಟ್ಟದ ಅಧಿಕಾರಿಗಳು ಮೇಲ್ವಿಚಾರಣೆ ಮಾಡಲಿದ್ದಾರೆ ಎಂದರು. ಈ ಸಂದರ್ಭದಲ್ಲಿ ಆರೋಗ್ಯ ಇಲಾಖೆಯ ಡಾ. ಶಂಕರ ರಾಠೋಡ, ಯುಸೂಫಸಾಬ ನಾಕೇದಾರ, ಅಂಬ್ರೀಶ ಇಟಗಿಕರ್, ಸಂಧ್ಯಾರಾಣಿ ಮತ್ತು ಆಶಾ ಕಾರ್ಯಕರ್ತರು ಶಾಲಾ ಶಿಕ್ಷಕರು ಹಾಗೂ ವಿದ್ಯಾರ್ಥಿಗಳು ಇದ್ದರು. — [1278, 714, 1520, 974]
masthead — [0, 0, 1556, 89]
article6-column-3: ಶಾಖೆಯಿಂದ ಕಚೇರಿ ವೇಳೆಯಲ್ಲಿ ಪಡೆದು ಭರ್ತಿ ಮಾಡಿ ಅವಶ್ಯಕ ದಾಖಲೆಗಳೊಂದಿಗೆ 2026ರ ನವೆಂಬರ್ 22ರ ಸಂಜೆ 5.30 ಗಂಟೆಯೊಳಗಾಗಿ ಅನ್ನ ದಾಖಲೆಗಳನ್ನು ಕಡ್ಡಾಯವಾಗಿ ದೃಢೀಕರಣದೊಂದಿಗೆ ಕಲಬುರಗಿ ಮಹಾನಗರ ಪಾಲಿಕೆ ಕಚೇರಿಯಲ್ಲಿ ಸಲ್ಲಿಸಬೇಕು. ಅರ್ಹತೆ, ಅರ್ಜಿಯೊಂದಿಗೆ ಸಲ್ಲಿಸಬೇಕಾದ ದಾಖಲೆಗಳು ಹಾಗೂ ಮತ್ತಿತರ ಹೆಚ್ಚಿನ ಮಾಹಿತಿಗಾಗಿ ಕಲಬುರಗಿ ಮಹಾನಗರ ಪಾಲಿಕೆಯ ಶೇ. 7.25 ಹಾಗೂ ಶೇ 5 ಶಾಖೆಯನ್ನು ಹಾಗೂ ಪಾಲಿಕೆಯ http:// www.kalaburagicity.mrc.gov ವೆಬ್‌ಸೈಟ್‌ನಲ್ಲಿ ಸಂಪರ್ಕಿಸಲು ಕಲಬುರಗಿ ಮಹಾನಗರ ಪಾಲಿಕೆ ಉಪ ಆಯುಕ್ತರು (ಅಭಿವೃ) ಕಲಬುರಗಿ ಇವರು ಪ್ರಕಟಣೆಯಲ್ಲಿ ತಿಳಿಸಿದ್ದಾರೆ. — [533, 1887, 769, 2208]
logo-word-2: ವಾಣಿ — [801, 27, 878, 80]
event-banner-title: ಶಾಂತರಸರ ಸಾಹಿತ್ಯ ಲೋಕ — [536, 983, 647, 1027]
